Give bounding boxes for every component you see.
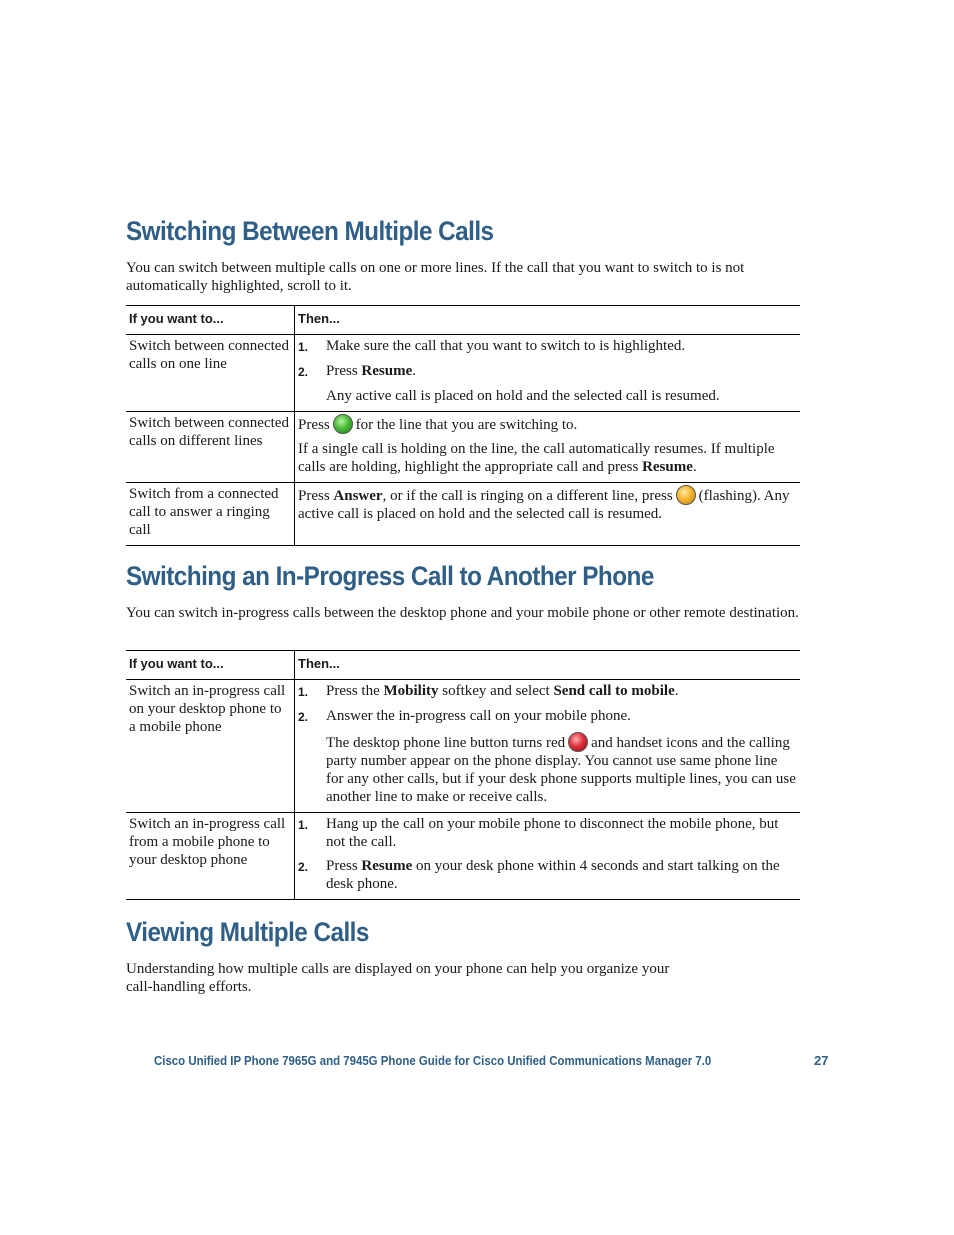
text: Press the <box>326 683 384 699</box>
table-row <box>126 680 800 813</box>
section-title-switching-between-multiple-calls: Switching Between Multiple Calls <box>126 216 494 246</box>
column-header-task: If you want to... <box>126 306 295 335</box>
step <box>298 707 797 726</box>
action-cell <box>295 680 801 813</box>
green-line-button-icon <box>333 414 353 434</box>
step-number: 2. <box>298 365 309 379</box>
softkey-answer: Answer <box>333 488 383 504</box>
softkey-resume: Resume <box>361 363 413 379</box>
action-cell <box>295 412 801 483</box>
section-intro <box>126 960 801 996</box>
column-header-action: Then... <box>295 651 801 680</box>
text: on your desk phone within 4 seconds and start talking on the desk phone. <box>326 858 780 892</box>
task-cell: Switch from a connected call to answer a ringing call <box>126 483 295 546</box>
section-intro: You can switch between multiple calls on one or more lines. If the call that you want to switch to is not automatically highlighted, scroll to it. <box>126 260 745 294</box>
step-number: 1. <box>298 685 309 699</box>
step-note <box>326 732 797 806</box>
option-send-call-to-mobile: Send call to mobile <box>553 683 675 699</box>
task-cell: Switch an in-progress call from a mobile phone to your desktop phone <box>126 813 295 900</box>
step <box>298 857 797 893</box>
action-paragraph <box>298 414 797 434</box>
text: (flashing). Any active call is placed on hold and the selected call is resumed. <box>298 488 790 522</box>
action-paragraph <box>298 440 797 476</box>
footer-title: Cisco Unified IP Phone 7965G and 7945G Phone Guide for Cisco Unified Communications Manager 7.0 <box>154 1053 712 1068</box>
text: If a single call is holding on the line, the call automatically resumes. If multiple calls are holding, highlight the appropriate call and press <box>298 441 775 475</box>
switching-calls-table <box>126 305 800 546</box>
action-cell <box>295 813 801 900</box>
step-number: 2. <box>298 710 309 724</box>
text: Understanding how multiple calls are displayed on your phone can help you organize your <box>126 961 670 977</box>
task-cell: Switch between connected calls on one line <box>126 335 295 412</box>
step-text: Hang up the call on your mobile phone to disconnect the mobile phone, but not the call. <box>326 816 779 850</box>
text: Press <box>326 363 362 379</box>
step-note: Any active call is placed on hold and the selected call is resumed. <box>326 388 720 404</box>
table-header-row <box>126 651 800 680</box>
page-number: 27 <box>814 1053 829 1068</box>
text: softkey and select <box>438 683 554 699</box>
text: call-handling efforts. <box>126 979 252 995</box>
text: and handset icons and the calling party number appear on the phone display. You cannot use same phone line for any other calls, but if your desk phone supports multiple lines, you can use another line to make or receive calls. <box>326 735 796 805</box>
action-paragraph <box>298 485 797 523</box>
step-text <box>326 682 678 701</box>
text: , or if the call is ringing on a different line, press <box>382 488 673 504</box>
step-text: Answer the in-progress call on your mobile phone. <box>326 708 631 724</box>
step-text: Make sure the call that you want to switch to is highlighted. <box>326 338 686 354</box>
text: . <box>674 683 679 699</box>
step <box>298 362 797 381</box>
step <box>298 682 797 701</box>
step-number: 1. <box>298 340 309 354</box>
step-number: 2. <box>298 860 309 874</box>
amber-line-button-icon <box>676 485 696 505</box>
text: The desktop phone line button turns red <box>326 735 566 751</box>
task-cell: Switch an in-progress call on your desktop phone to a mobile phone <box>126 680 295 813</box>
table-row <box>126 813 800 900</box>
softkey-mobility: Mobility <box>383 683 439 699</box>
text: Press <box>298 417 330 433</box>
softkey-resume: Resume <box>642 459 693 475</box>
section-title-viewing-multiple-calls: Viewing Multiple Calls <box>126 917 369 947</box>
action-cell <box>295 335 801 412</box>
step <box>298 337 797 356</box>
section-intro: You can switch in-progress calls between the desktop phone and your mobile phone or other remote destination. <box>126 605 799 621</box>
step <box>298 815 797 851</box>
table-row <box>126 335 800 412</box>
softkey-resume: Resume <box>361 858 413 874</box>
task-cell: Switch between connected calls on different lines <box>126 412 295 483</box>
action-cell <box>295 483 801 546</box>
section-title-switching-in-progress-call: Switching an In-Progress Call to Another Phone <box>126 561 654 591</box>
text: . <box>412 363 416 379</box>
table-row <box>126 412 800 483</box>
table-row <box>126 483 800 546</box>
step-number: 1. <box>298 818 309 832</box>
column-header-action: Then... <box>295 306 801 335</box>
text: Press <box>326 858 362 874</box>
mobility-table <box>126 650 800 900</box>
step-text <box>326 362 416 381</box>
text: . <box>692 459 697 475</box>
text: Press <box>298 488 334 504</box>
column-header-task: If you want to... <box>126 651 295 680</box>
text: for the line that you are switching to. <box>355 417 578 433</box>
table-header-row <box>126 306 800 335</box>
step-text <box>326 857 797 893</box>
red-line-button-icon <box>568 732 588 752</box>
